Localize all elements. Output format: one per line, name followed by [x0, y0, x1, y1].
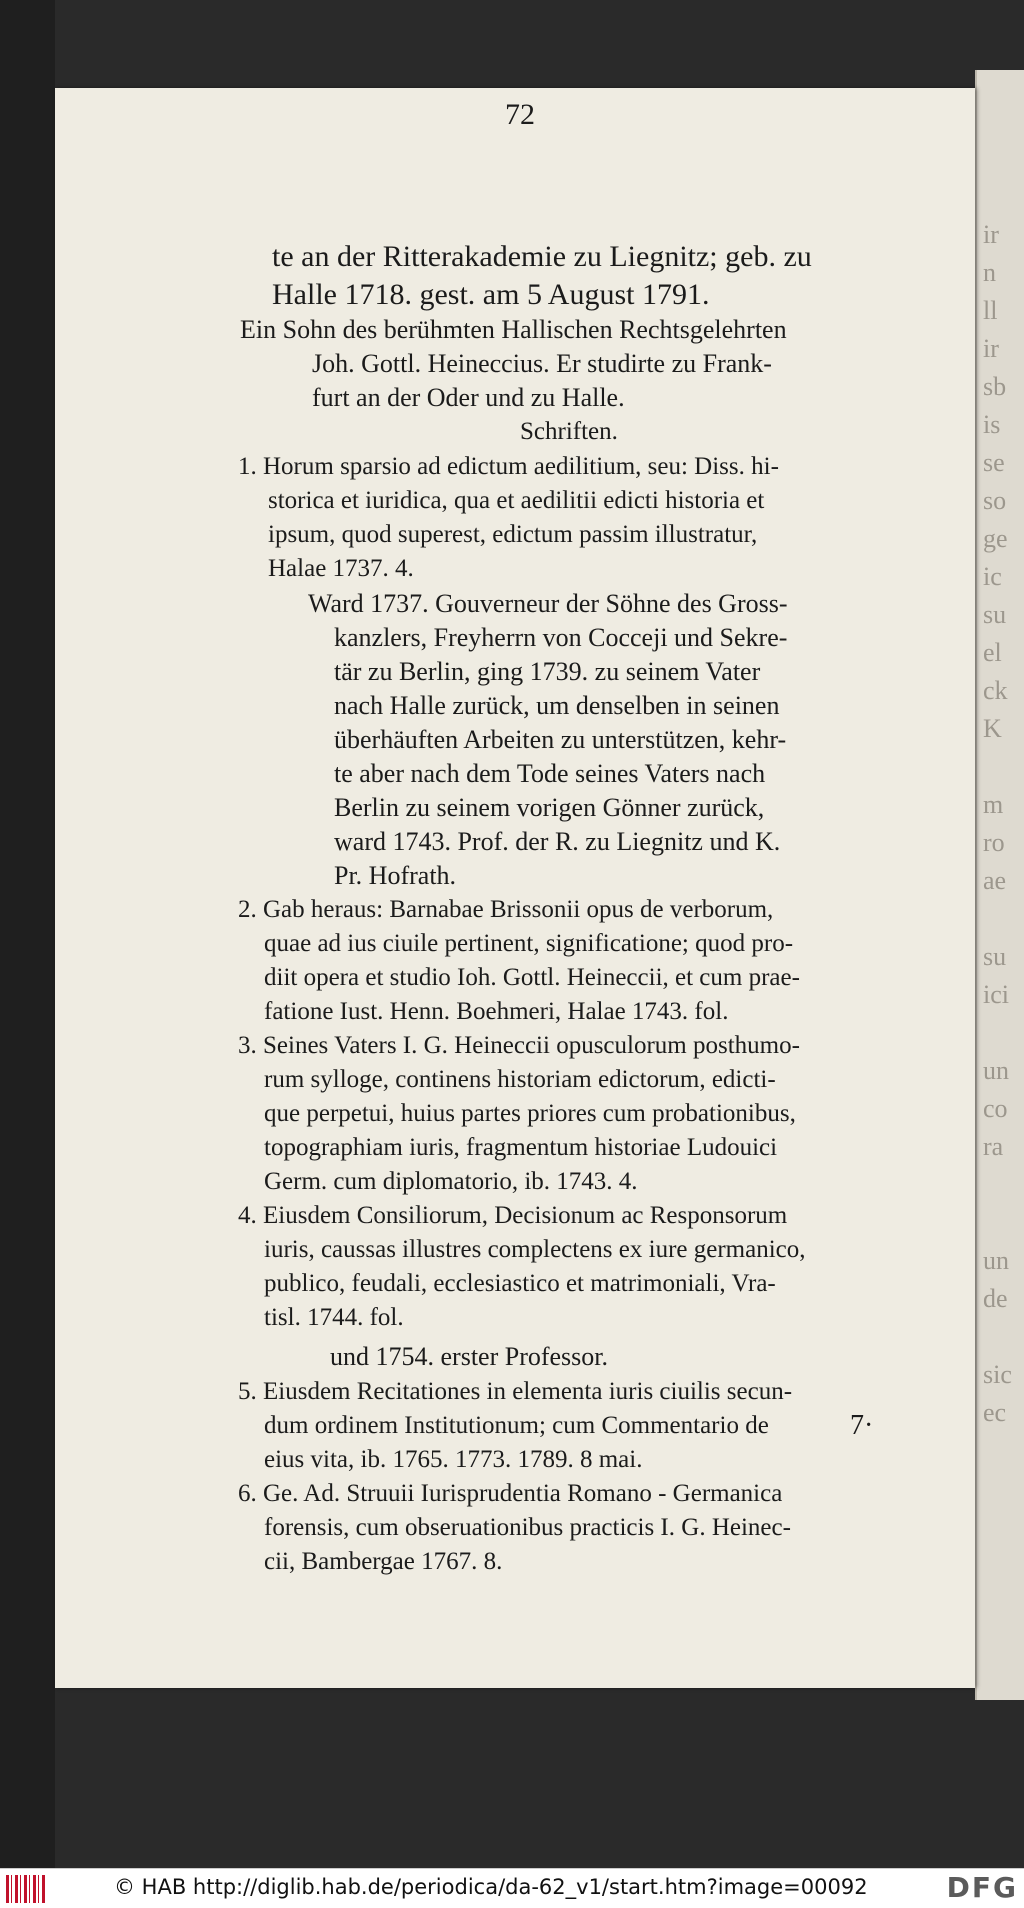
adjacent-page-fragment: su	[983, 600, 1007, 629]
text-line: Ward 1737. Gouverneur der Söhne des Gross-	[308, 589, 788, 618]
text-line: quae ad ius ciuile pertinent, significatione; quod pro-	[264, 930, 794, 957]
text-line: 6. Ge. Ad. Struuii Iurisprudentia Romano - Germanica	[238, 1480, 783, 1507]
barcode-icon	[6, 1875, 46, 1903]
text-line: te aber nach dem Tode seines Vaters nach	[334, 759, 766, 788]
text-line: 4. Eiusdem Consiliorum, Decisionum ac Responsorum	[238, 1202, 788, 1229]
text-line: diit opera et studio Ioh. Gottl. Heineccii, et cum prae-	[264, 964, 800, 991]
page-number: 72	[505, 98, 535, 131]
text-line: forensis, cum obseruationibus practicis I. G. Heinec-	[264, 1514, 791, 1541]
text-line: publico, feudali, ecclesiastico et matrimoniali, Vra-	[264, 1270, 776, 1297]
text-line: 1. Horum sparsio ad edictum aedilitium, seu: Diss. hi-	[238, 453, 779, 480]
adjacent-page-fragment: co	[983, 1094, 1008, 1123]
adjacent-page-fragment: ra	[983, 1132, 1004, 1161]
text-line: iuris, caussas illustres complectens ex iure germanico,	[264, 1236, 806, 1263]
text-line: Germ. cum diplomatorio, ib. 1743. 4.	[264, 1168, 638, 1195]
text-line: Berlin zu seinem vorigen Gönner zurück,	[334, 793, 765, 822]
adjacent-page-fragment: so	[983, 486, 1007, 515]
adjacent-page-fragment: ir	[983, 334, 999, 363]
text-line: Halle 1718. gest. am 5 August 1791.	[272, 278, 710, 311]
text-line: kanzlers, Freyherrn von Cocceji und Sekre-	[334, 623, 788, 652]
signature-mark: 7·	[850, 1410, 874, 1441]
text-line: rum sylloge, continens historiam edictorum, edicti-	[264, 1066, 776, 1093]
adjacent-page-fragment: sic	[983, 1360, 1012, 1389]
text-line: furt an der Oder und zu Halle.	[312, 383, 625, 412]
adjacent-page-fragment: ck	[983, 676, 1008, 705]
text-line: dum ordinem Institutionum; cum Commentario de	[264, 1412, 769, 1439]
dfg-logo: DFG	[946, 1871, 1018, 1904]
text-line: 2. Gab heraus: Barnabae Brissonii opus de verborum,	[238, 896, 774, 923]
adjacent-page-fragment: un	[983, 1246, 1009, 1275]
adjacent-page-fragment: ec	[983, 1398, 1007, 1427]
adjacent-page-fragment: ic	[983, 562, 1002, 591]
adjacent-page-fragment: su	[983, 942, 1007, 971]
adjacent-page-fragment: m	[983, 790, 1004, 819]
scan-left-margin	[0, 0, 55, 1868]
adjacent-page-fragment: ir	[983, 220, 999, 249]
adjacent-page-fragment: se	[983, 448, 1005, 477]
copyright-url[interactable]: © HAB http://diglib.hab.de/periodica/da-62_v1/start.htm?image=00092	[114, 1875, 868, 1899]
text-line: Schriften.	[520, 418, 618, 445]
adjacent-page-edge	[975, 70, 1024, 1700]
text-line: te an der Ritterakademie zu Liegnitz; geb. zu	[272, 240, 812, 273]
text-line: überhäuften Arbeiten zu unterstützen, kehr-	[334, 725, 787, 754]
adjacent-page-fragment: ae	[983, 866, 1007, 895]
text-line: und 1754. erster Professor.	[330, 1342, 609, 1371]
text-line: Joh. Gottl. Heineccius. Er studirte zu Frank-	[312, 349, 772, 378]
text-line: tisl. 1744. fol.	[264, 1304, 404, 1331]
adjacent-page-fragment: ge	[983, 524, 1008, 553]
viewer-footer	[0, 1868, 1024, 1908]
text-line: ward 1743. Prof. der R. zu Liegnitz und K.	[334, 827, 781, 856]
adjacent-page-fragment: el	[983, 638, 1002, 667]
adjacent-page-fragment: ro	[983, 828, 1005, 857]
adjacent-page-fragment: ici	[983, 980, 1009, 1009]
adjacent-page-fragment: ll	[983, 296, 998, 325]
text-line: cii, Bambergae 1767. 8.	[264, 1548, 503, 1575]
text-line: tär zu Berlin, ging 1739. zu seinem Vater	[334, 657, 761, 686]
text-line: storica et iuridica, qua et aedilitii edicti historia et	[268, 487, 765, 514]
text-line: Pr. Hofrath.	[334, 861, 457, 890]
text-line: fatione Iust. Henn. Boehmeri, Halae 1743. fol.	[264, 998, 729, 1025]
text-line: Ein Sohn des berühmten Hallischen Rechtsgelehrten	[240, 315, 787, 344]
adjacent-page-fragment: de	[983, 1284, 1008, 1313]
text-line: que perpetui, huius partes priores cum probationibus,	[264, 1100, 796, 1127]
adjacent-page-fragment: K	[983, 714, 1002, 743]
text-line: 5. Eiusdem Recitationes in elementa iuris ciuilis secun-	[238, 1378, 793, 1405]
adjacent-page-fragment: is	[983, 410, 1001, 439]
text-line: topographiam iuris, fragmentum historiae Ludouici	[264, 1134, 778, 1161]
text-line: eius vita, ib. 1765. 1773. 1789. 8 mai.	[264, 1446, 643, 1473]
text-line: ipsum, quod superest, edictum passim illustratur,	[268, 521, 758, 548]
text-line: 3. Seines Vaters I. G. Heineccii opusculorum posthumo-	[238, 1032, 800, 1059]
adjacent-page-fragment: un	[983, 1056, 1009, 1085]
text-line: Halae 1737. 4.	[268, 555, 414, 582]
adjacent-page-fragment: sb	[983, 372, 1007, 401]
adjacent-page-fragment: n	[983, 258, 996, 287]
text-line: nach Halle zurück, um denselben in seinen	[334, 691, 780, 720]
